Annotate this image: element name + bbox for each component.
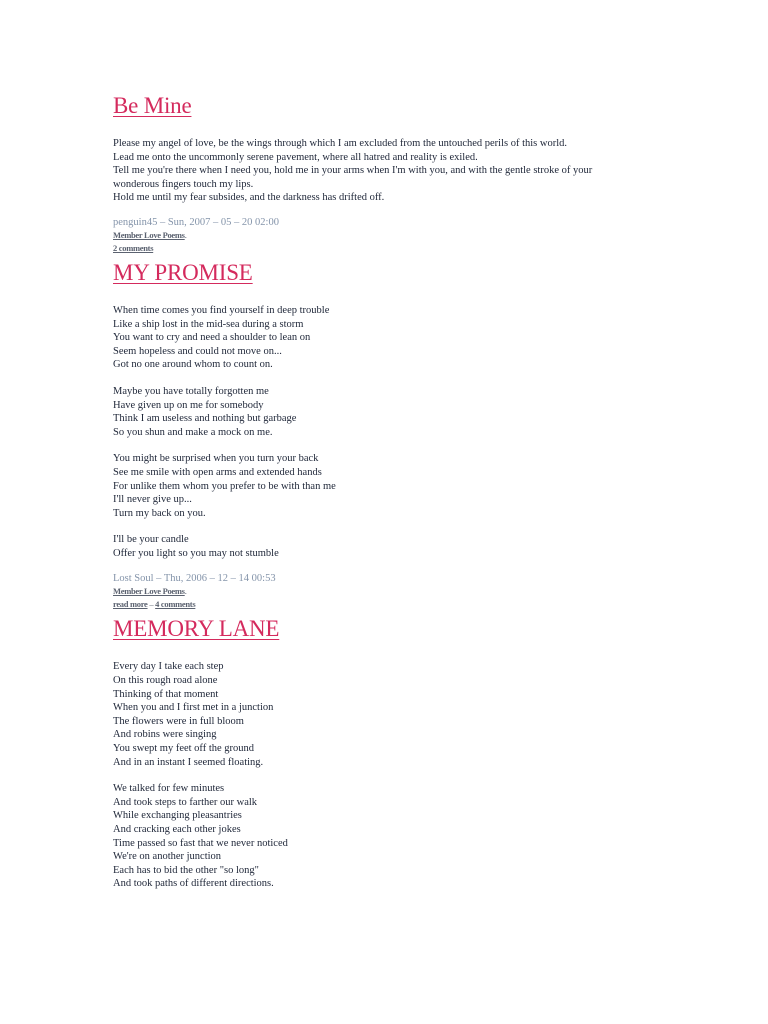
post-links <box>113 585 643 598</box>
post-links <box>113 229 643 242</box>
poem-line: Time passed so fast that we never noticed <box>113 837 288 849</box>
poem-line: When you and I first met in a junction <box>113 702 274 714</box>
post-my-promise <box>113 255 643 612</box>
post-title-link[interactable]: MY PROMISE <box>113 259 253 285</box>
poem-line: Tell me you're there when I need you, hold me in your arms when I'm with you, and with the gentle stroke of your <box>113 165 593 177</box>
post-body <box>113 660 643 891</box>
poem-line: You want to cry and need a shoulder to lean on <box>113 332 311 344</box>
post-body <box>113 137 643 205</box>
poem-line: You might be surprised when you turn your back <box>113 453 319 465</box>
stanza <box>113 137 643 205</box>
post-title-link[interactable]: MEMORY LANE <box>113 616 280 642</box>
comments-link[interactable]: 2 comments <box>113 242 154 253</box>
poem-line: Each has to bid the other "so long" <box>113 864 259 876</box>
poem-line: I'll never give up... <box>113 494 192 506</box>
poem-line: Thinking of that moment <box>113 688 219 700</box>
post-meta: Lost Soul – Thu, 2006 – 12 – 14 00:53 <box>113 573 276 585</box>
poem-line: Like a ship lost in the mid-sea during a storm <box>113 318 304 330</box>
poem-line: I'll be your candle <box>113 534 189 546</box>
category-suffix: . <box>184 229 187 240</box>
post-memory-lane <box>113 611 643 891</box>
poem-line: Lead me onto the uncommonly serene pavement, where all hatred and reality is exiled. <box>113 151 478 163</box>
poem-line: Every day I take each step <box>113 661 224 673</box>
poem-line: Think I am useless and nothing but garbage <box>113 413 297 425</box>
poem-line: When time comes you find yourself in deep trouble <box>113 304 330 316</box>
comments-link[interactable]: 4 comments <box>155 599 196 610</box>
poem-line: And in an instant I seemed floating. <box>113 756 264 768</box>
post-meta: penguin45 – Sun, 2007 – 05 – 20 02:00 <box>113 216 279 228</box>
post-title-link[interactable]: Be Mine <box>113 93 192 118</box>
poem-line: And took steps to farther our walk <box>113 796 258 808</box>
poem-line: The flowers were in full bloom <box>113 715 244 727</box>
stanza <box>113 385 643 439</box>
poem-line: Have given up on me for somebody <box>113 399 264 411</box>
stanza <box>113 304 643 372</box>
post-links-2 <box>113 598 643 611</box>
poem-line: Turn my back on you. <box>113 507 206 519</box>
post-body <box>113 304 643 561</box>
poem-line: wonderous fingers touch my lips. <box>113 178 254 190</box>
category-suffix: . <box>184 586 187 597</box>
poem-line: You swept my feet off the ground <box>113 743 255 755</box>
category-link[interactable]: Member Love Poems <box>113 586 185 597</box>
poem-line: Seem hopeless and could not move on... <box>113 345 282 357</box>
stanza <box>113 452 643 520</box>
poem-line: And cracking each other jokes <box>113 824 241 835</box>
poem-line: And robins were singing <box>113 729 217 741</box>
poem-line: Hold me until my fear subsides, and the darkness has drifted off. <box>113 192 385 204</box>
poem-line: Please my angel of love, be the wings through which I am excluded from the untouched perils of this world. <box>113 138 568 149</box>
poem-line: For unlike them whom you prefer to be with than me <box>113 480 336 492</box>
stanza <box>113 660 643 769</box>
poem-line: We're on another junction <box>113 851 222 863</box>
poem-line: Got no one around whom to count on. <box>113 359 273 371</box>
poem-line: So you shun and make a mock on me. <box>113 426 273 438</box>
category-link[interactable]: Member Love Poems <box>113 229 185 240</box>
stanza <box>113 533 643 560</box>
read-more-link[interactable]: read more <box>113 599 148 610</box>
poem-line: Maybe you have totally forgotten me <box>113 385 269 397</box>
post-links-2 <box>113 242 643 255</box>
poem-line: Offer you light so you may not stumble <box>113 547 279 559</box>
poem-line: See me smile with open arms and extended hands <box>113 466 322 478</box>
links-separator: – <box>147 599 156 610</box>
poem-line: On this rough road alone <box>113 675 218 687</box>
poem-line: While exchanging pleasantries <box>113 810 242 822</box>
poem-line: And took paths of different directions. <box>113 878 274 890</box>
page-content <box>113 88 643 891</box>
poem-line: We talked for few minutes <box>113 783 225 795</box>
stanza <box>113 782 643 891</box>
post-be-mine <box>113 88 643 255</box>
